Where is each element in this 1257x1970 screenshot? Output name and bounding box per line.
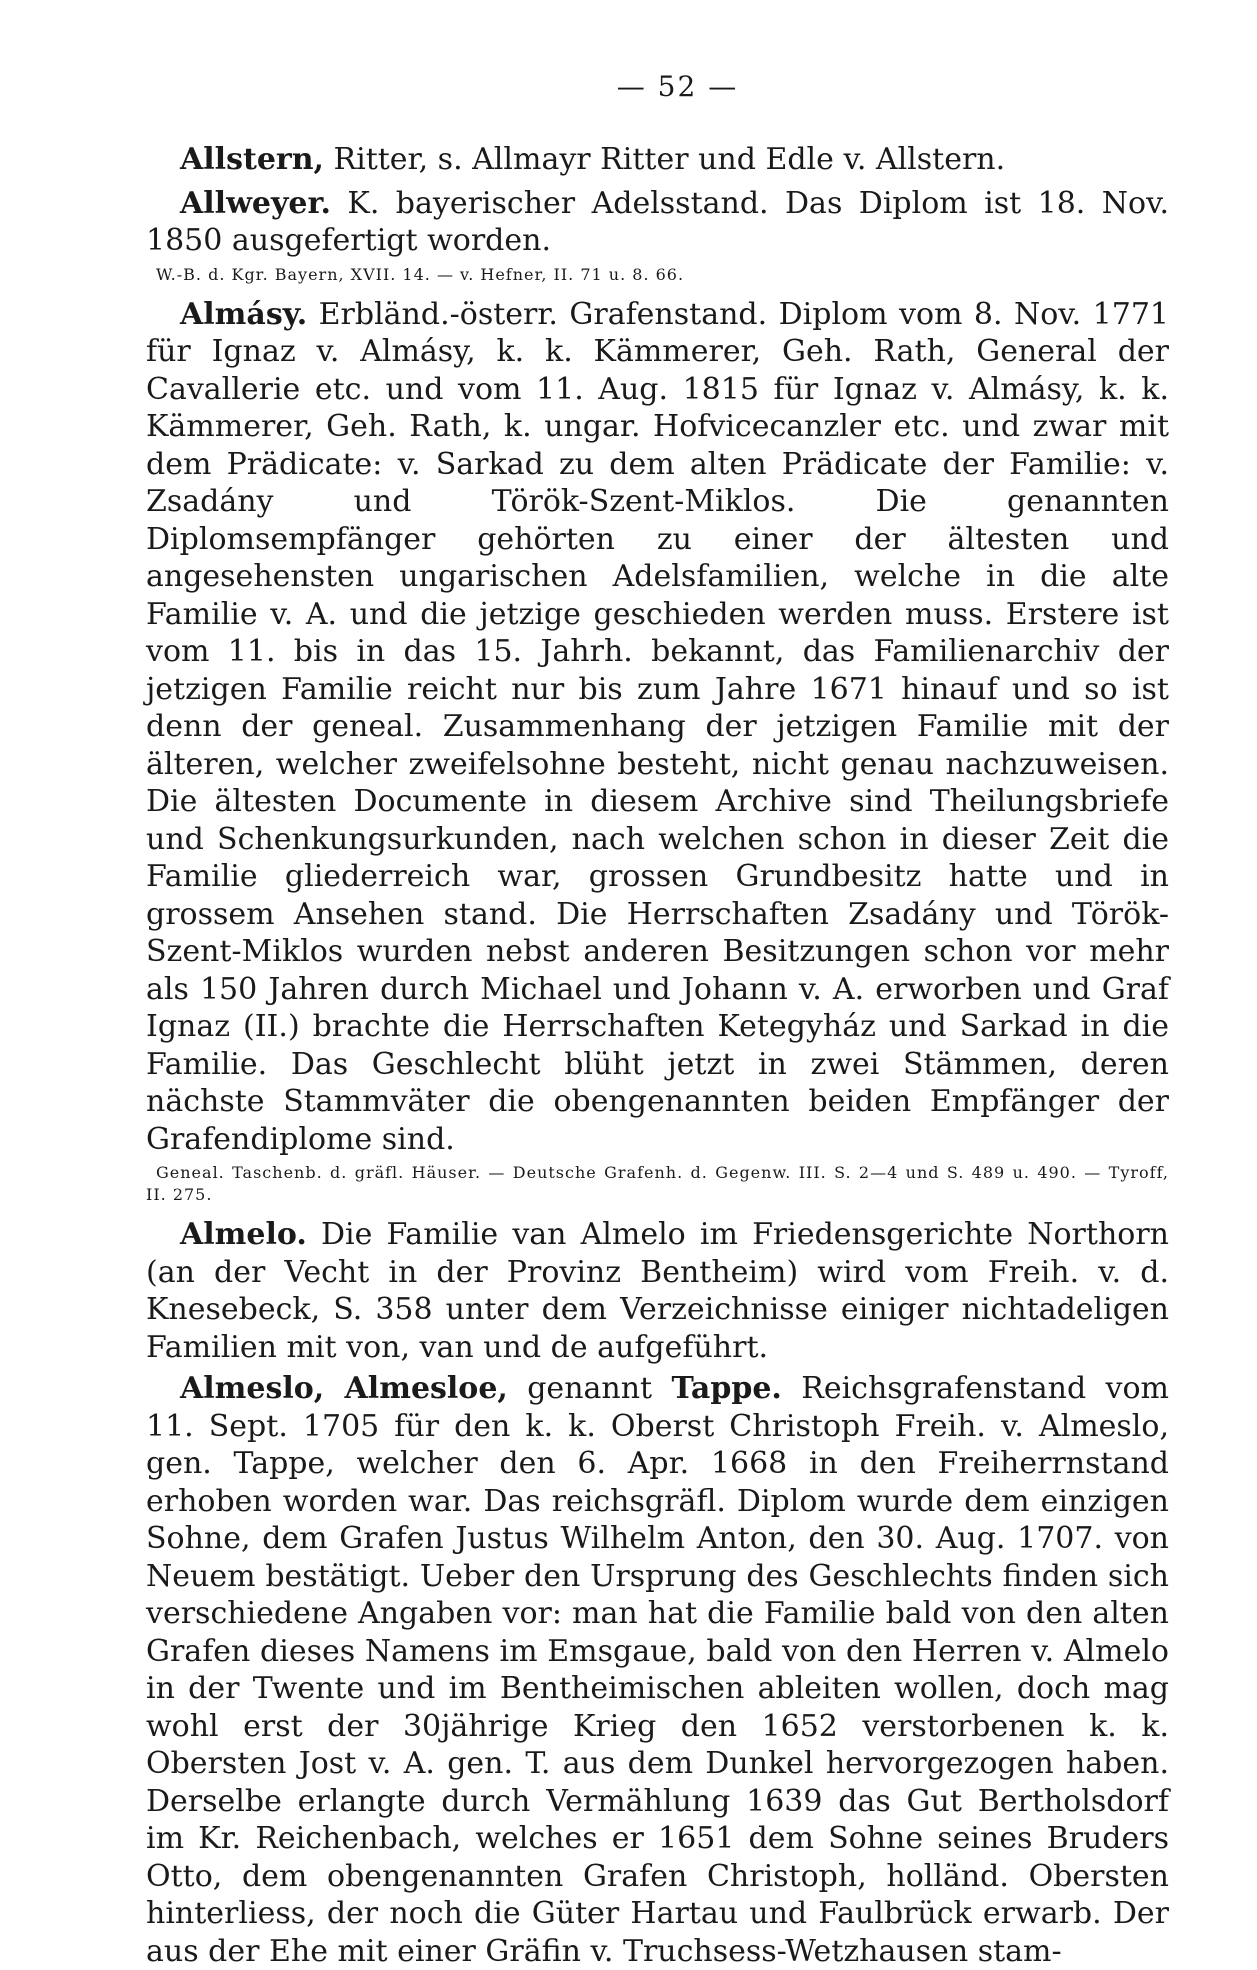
entry-heading: Almásy. (180, 296, 308, 332)
entry-reference: W.-B. d. Kgr. Bayern, XVII. 14. — v. Hefner, II. 71 u. 8. 66. (156, 264, 685, 284)
entry-text-prefix: genannt (507, 1371, 672, 1406)
entry-heading: Allstern, (180, 142, 324, 177)
entry-allweyer (146, 185, 1169, 260)
entry-reference: Geneal. Taschenb. d. gräfl. Häuser. — Deutsche Grafenh. d. Gegenw. III. S. 2—4 und S. 489 u. 490. — Tyroff, II. 275. (146, 1163, 1169, 1204)
entry-text: Die Familie van Almelo im Friedensgerichte Northorn (an der Vecht in der Provinz Bentheim) wird vom Freih. v. d. Knesebeck, S. 358 unter dem Verzeichnisse einiger nichtadeligen Familien mit von, van und de aufgeführt. (146, 1217, 1169, 1365)
entry-text: Erbländ.-österr. Grafenstand. Diplom vom 8. Nov. 1771 für Ignaz v. Almásy, k. k. Kämmerer, Geh. Rath, General der Cavallerie etc. und vom 11. Aug. 1815 für Ignaz v. Almásy, k. k. Kämmerer, Geh. Rath, k. ungar. Hofvicecanzler etc. und zwar mit dem Prädicate: v. Sarkad zu dem alten Prädicate der Familie: v. Zsadány und Török-Szent-Miklos. Die genannten Diplomsempfänger gehörten zu einer der ältesten und angesehensten ungarischen Adelsfamilien, welche in die alte Familie v. A. und die jetzige geschieden werden muss. Erstere ist vom 11. bis in das 15. Jahrh. bekannt, das Familienarchiv der jetzigen Familie reicht nur bis zum Jahre 1671 hinauf und so ist denn der geneal. Zusammenhang der jetzigen Familie mit der älteren, welcher zweifelsohne besteht, nicht genau nachzuweisen. Die ältesten Documente in diesem Archive sind Theilungsbriefe und Schenkungsurkunden, nach welchen schon in dieser Zeit die Familie gliederreich war, grossen Grundbesitz hatte und in grossem Ansehen stand. Die Herrschaften Zsadány und Török-Szent-Miklos wurden nebst anderen Besitzungen schon vor mehr als 150 Jahren durch Michael und Johann v. A. erworben und Graf Ignaz (II.) brachte die Herrschaften Ketegyház und Sarkad in die Familie. Das Geschlecht blüht jetzt in zwei Stämmen, deren nächste Stammväter die obengenannten beiden Empfänger der Grafendiplome sind. (146, 296, 1169, 1157)
entry-allstern (146, 141, 1169, 179)
entry-almeslo (146, 1370, 1169, 1970)
entry-almelo (146, 1216, 1169, 1366)
entry-text: Ritter, s. Allmayr Ritter und Edle v. Allstern. (323, 142, 1006, 177)
page-number: — 52 — (616, 70, 739, 103)
entry-heading: Almeslo, Almesloe, (180, 1371, 508, 1406)
entry-heading-secondary: Tappe. (671, 1371, 782, 1406)
entry-heading: Allweyer. (180, 185, 331, 221)
entry-heading: Almelo. (180, 1217, 307, 1252)
entry-text: K. bayerischer Adelsstand. Das Diplom ist 18. Nov. 1850 ausgefertigt worden. (146, 185, 1169, 258)
entry-text: Reichsgrafenstand vom 11. Sept. 1705 für den k. k. Oberst Christoph Freih. v. Almeslo, gen. Tappe, welcher den 6. Apr. 1668 in den Freiherrnstand erhoben worden war. Das reichsgräfl. Diplom wurde dem einzigen Sohne, dem Grafen Justus Wilhelm Anton, den 30. Aug. 1707. von Neuem bestätigt. Ueber den Ursprung des Geschlechts finden sich verschiedene Angaben vor: man hat die Familie bald von den alten Grafen dieses Namens im Emsgaue, bald von den Herren v. Almelo in der Twente und im Bentheimischen ableiten wollen, doch mag wohl erst der 30jährige Krieg den 1652 verstorbenen k. k. Obersten Jost v. A. gen. T. aus dem Dunkel hervorgezogen haben. Derselbe erlangte durch Vermählung 1639 das Gut Bertholsdorf im Kr. Reichenbach, welches er 1651 dem Sohne seines Bruders Otto, dem obengenannten Grafen Christoph, holländ. Obersten hinterliess, der noch die Güter Hartau und Faulbrück erwarb. Der aus der Ehe mit einer Gräfin v. Truchsess-Wetzhausen stam- (146, 1371, 1169, 1969)
entry-almasy (146, 296, 1169, 1159)
